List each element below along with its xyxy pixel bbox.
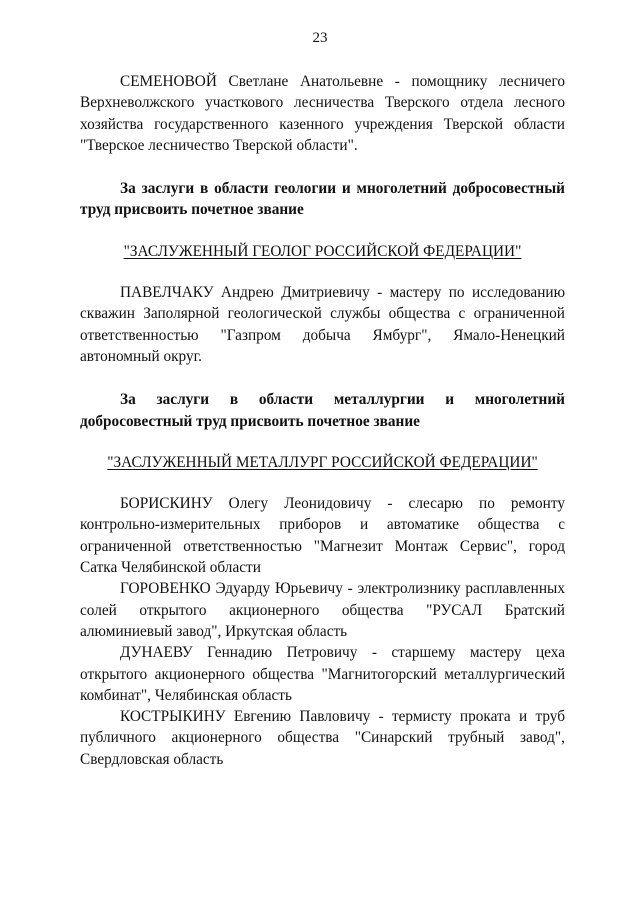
- award-paragraph-dunaev: ДУНАЕВУ Геннадию Петровичу - старшему мастеру цеха открытого акционерного общества "Магнитогорский металлургический комбинат", Челябинская область: [80, 644, 565, 704]
- award-paragraph-boriskin: БОРИСКИНУ Олегу Леонидовичу - слесарю по ремонту контрольно-измерительных приборов и автоматике общества с ограниченной ответственностью "Магнезит Монтаж Сервис", город Сатка Челябинской области: [80, 495, 565, 577]
- honorary-title-metallurgist: [80, 452, 565, 473]
- award-paragraph-gorovenko: ГОРОВЕНКО Эдуарду Юрьевичу - электролизнику расплавленных солей открытого акционерного общества "РУСАЛ Братский алюминиевый завод", Иркутская область: [80, 580, 565, 640]
- document-body: [80, 71, 565, 770]
- award-paragraph-pavelchak: ПАВЕЛЧАКУ Андрею Дмитриевичу - мастеру по исследованию скважин Заполярной геологической службы общества с ограниченной ответственностью "Газпром добыча Ямбург", Ямало-Ненецкий автономный округ.: [80, 284, 565, 365]
- honorary-title-geologist-text: "ЗАСЛУЖЕННЫЙ ГЕОЛОГ РОССИЙСКОЙ ФЕДЕРАЦИИ": [123, 242, 522, 260]
- award-paragraph-semenova: СЕМЕНОВОЙ Светлане Анатольевне - помощнику лесничего Верхневолжского участкового лесничества Тверского отдела лесного хозяйства государственного казенного учреждения Тверской области "Тверское лесничество Тверской области".: [80, 73, 565, 154]
- section-heading-geology: За заслуги в области геологии и многолетний добросовестный труд присвоить почетное звание: [80, 180, 565, 219]
- honorary-title-metallurgist-text: "ЗАСЛУЖЕННЫЙ МЕТАЛЛУРГ РОССИЙСКОЙ ФЕДЕРАЦИИ": [107, 453, 538, 471]
- section-heading-metallurgy: За заслуги в области металлургии и многолетний добросовестный труд присвоить почетное звание: [80, 391, 565, 430]
- honorary-title-geologist: [80, 241, 565, 262]
- award-paragraph-kostrykin: КОСТРЫКИНУ Евгению Павловичу - термисту проката и труб публичного акционерного общества "Синарский трубный завод", Свердловская область: [80, 708, 565, 768]
- page-number: 23: [312, 30, 328, 46]
